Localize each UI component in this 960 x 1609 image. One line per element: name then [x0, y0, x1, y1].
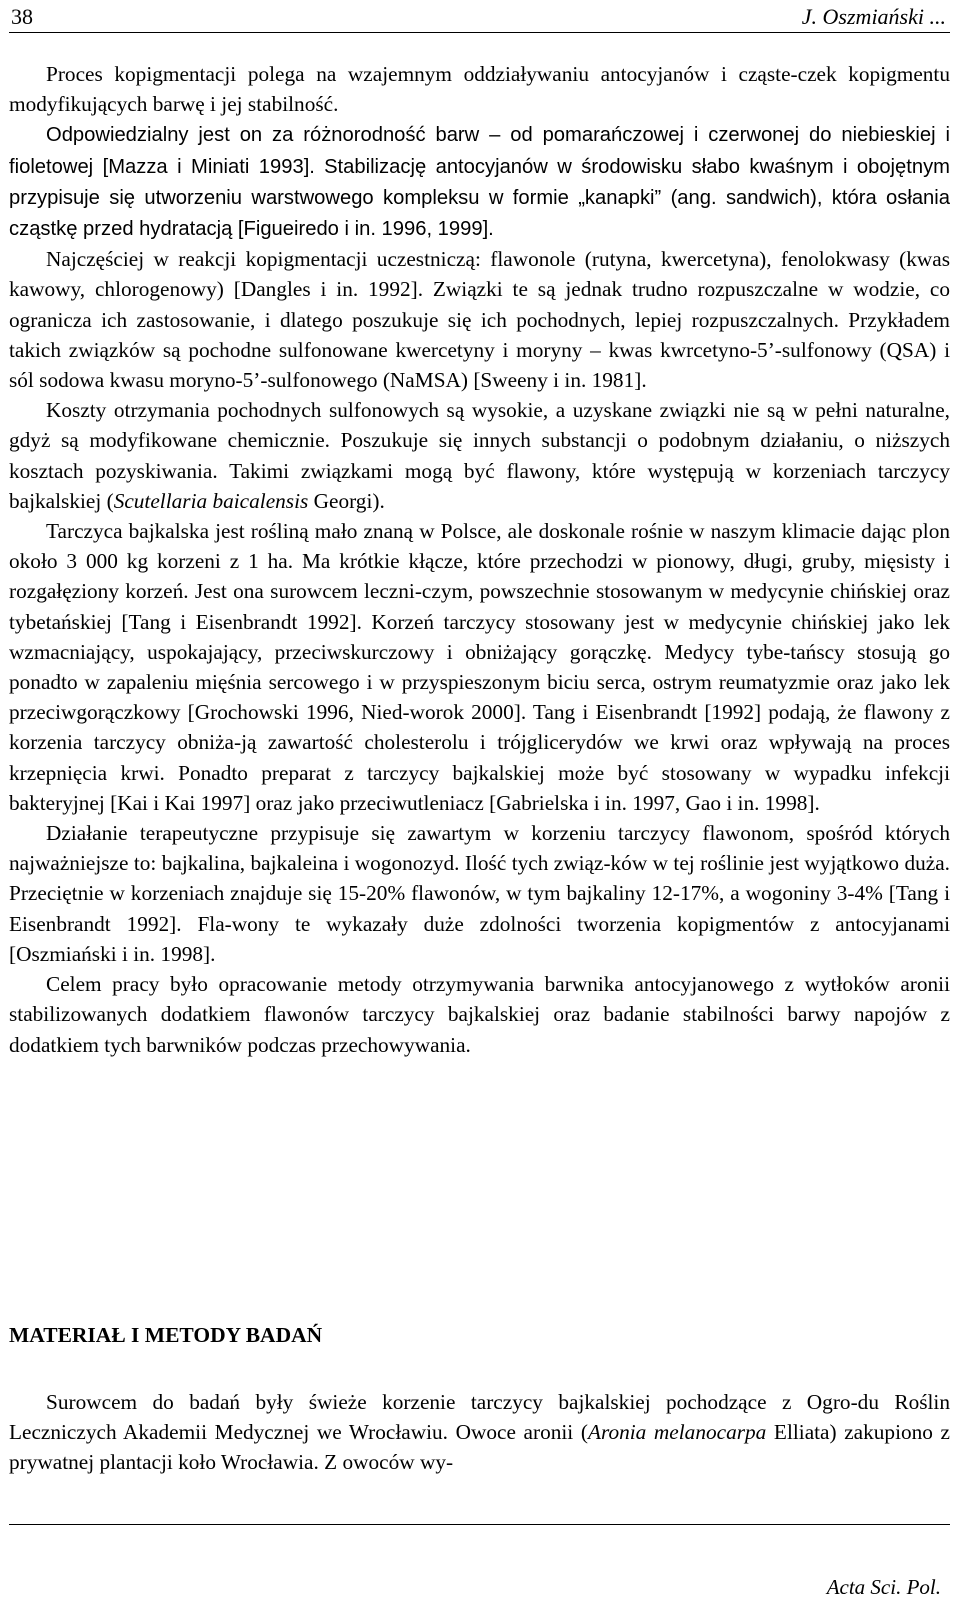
- paragraph-flawonole: Najczęściej w reakcji kopigmentacji uczestniczą: flawonole (rutyna, kwercetyna), fenolokwasy (kwas kawowy, chlorogenowy) [Dangles i in. 1992]. Związki te są jednak trudno rozpuszczalne w wodzie, co ogranicza ich zastosowanie, i dlatego poszukuje się ich pochodnych, lepiej rozpuszczalnych. Przykładem takich związków są pochodne sulfonowane kwercetyny i moryny – kwas kwrcetyno-5’-sulfonowy (QSA) i sól sodowa kwasu moryno-5’-sulfonowego (NaMSA) [Sweeny i in. 1981].: [9, 247, 950, 393]
- method-text: [9, 1387, 950, 1478]
- paragraph-stabilizacja-part2: Stabilizację antocyjanów w środowisku słabo kwaśnym i obojętnym przypisuje się utworzeniu warstwowego kompleksu w formie „kanapki” (ang. sandwich), która osłania cząstkę przed hydratacją [Figueiredo i in. 1996, 1999].: [9, 155, 951, 241]
- paragraph-tarczyca: Tarczyca bajkalska jest rośliną mało znaną w Polsce, ale doskonale rośnie w naszym klimacie dając plon około 3 000 kg korzeni z 1 ha. Ma krótkie kłącze, które przechodzi w pionowy, długi, gruby, mięsisty i rozgałęziony korzeń. Jest ona surowcem leczni-czym, powszechnie stosowanym w medycynie chińskiej oraz tybetańskiej [Tang i Eisenbrandt 1992]. Korzeń tarczycy stosowany jest w medycynie chińskiej jako lek wzmacniający, uspokajający, przeciwskurczowy i obniżający gorączkę. Medycy tybe-tańscy stosują go ponadto w zapaleniu mięśnia sercowego i w przyspieszonym biciu serca, ostrym reumatyzmie oraz jako lek przeciwgorączkowy [Grochowski 1996, Nied-worok 2000]. Tang i Eisenbrandt [1992] podają, że flawony z korzenia tarczycy obniża-ją zawartość cholesterolu i trójglicerydów we krwi oraz wpływają na proces krzepnięcia krwi. Ponadto preparat z tarczycy bajkalskiej może być stosowany w wypadku infekcji bakteryjnej [Kai i Kai 1997] oraz jako przeciwutleniacz [Gabrielska i in. 1997, Gao i in. 1998].: [9, 519, 950, 815]
- paragraph-stabilizacja-part1: Odpowiedzialny jest on za różnorodność barw – od pomarańczowej i czerwonej do niebieskiej i fioletowej [Mazza i Miniati 1993].: [9, 124, 950, 178]
- paragraph-surowiec-end: Elliata) zakupiono z prywatnej plantacji koło Wrocławia. Z owoców wy-: [9, 1420, 951, 1475]
- species-name-aronia: Aronia melanocarpa: [587, 1420, 767, 1445]
- body-text: [9, 59, 950, 1060]
- page-header: [9, 2, 950, 33]
- paragraph-kopigmentacja: Proces kopigmentacji polega na wzajemnym oddziaływaniu antocyjanów i cząste-czek kopigmentu modyfikujących barwę i jej stabilność.: [9, 62, 950, 117]
- paragraph-koszty-text: Koszty otrzymania pochodnych sulfonowych są wysokie, a uzyskane związki nie są w pełni naturalne, gdyż są modyfikowane chemicznie. Poszukuje się innych substancji o podobnym działaniu, o niższych kosztach pozyskiwania. Takimi związkami mogą być flawony, które występują w korzeniach tarczycy bajkalskiej (: [9, 398, 950, 513]
- footer-divider: [9, 1524, 950, 1525]
- page: [9, 0, 950, 1609]
- paragraph-stabilizacja: [9, 119, 950, 244]
- paragraph-surowiec: [9, 1387, 950, 1478]
- paragraph-surowiec-text: Surowcem do badań były świeże korzenie tarczycy bajkalskiej pochodzące z Ogro-du Roślin Leczniczych Akademii Medycznej we Wrocławiu. Owoce aronii (: [9, 1390, 950, 1445]
- paragraph-koszty: [9, 395, 950, 516]
- paragraph-koszty-end: Georgi).: [308, 488, 385, 513]
- paragraph-dzialanie: Działanie terapeutyczne przypisuje się zawartym w korzeniu tarczycy flawonom, spośród których najważniejsze to: bajkalina, bajkaleina i wogonozyd. Ilość tych związ-ków w tej roślinie jest wyjątkowo duża. Przeciętnie w korzeniach znajduje się 15-20% flawonów, w tym bajkaliny 12-17%, a wogoniny 3-4% [Tang i Eisenbrandt 1992]. Fla-wony te wykazały duże zdolności tworzenia kopigmentów z antocyjanami [Oszmiański i in. 1998].: [9, 821, 950, 966]
- species-name-scutellaria: Scutellaria baicalensis: [113, 488, 309, 513]
- footer-journal: Acta Sci. Pol.: [826, 1575, 941, 1599]
- running-head: J. Oszmiański ...: [801, 4, 946, 29]
- section-heading: MATERIAŁ I METODY BADAŃ: [9, 1323, 323, 1347]
- paragraph-cel-pracy: Celem pracy było opracowanie metody otrzymywania barwnika antocyjanowego z wytłoków aronii stabilizowanych dodatkiem flawonów tarczycy bajkalskiej oraz badanie stabilności barwy napojów z dodatkiem tych barwników podczas przechowywania.: [9, 972, 950, 1057]
- page-number: 38: [11, 4, 33, 29]
